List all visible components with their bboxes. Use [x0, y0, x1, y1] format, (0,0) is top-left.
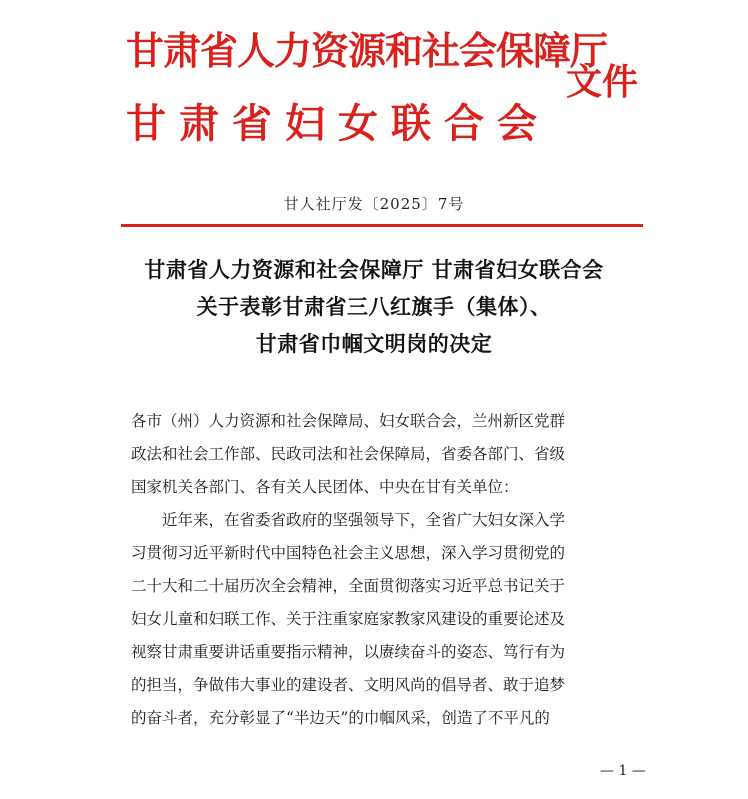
- paragraph-line-1: 近年来，在省委省政府的坚强领导下，全省广大妇女深入学: [131, 511, 566, 529]
- paragraph-line-2: 习贯彻习近平新时代中国特色社会主义思想，深入学习贯彻党的: [131, 544, 566, 562]
- paragraph-line-6: 的担当，争做伟大事业的建设者、文明风尚的倡导者、敢于追梦: [131, 676, 566, 694]
- issuing-org-2: 甘肃省妇女联合会: [126, 100, 550, 147]
- red-divider-line: [121, 224, 643, 227]
- title-line-2: 关于表彰甘肃省三八红旗手（集体）、: [196, 295, 552, 319]
- document-title: [0, 252, 748, 363]
- document-type-label: 文件: [566, 61, 639, 103]
- paragraph-line-5: 视察甘肃重要讲话重要指示精神，以赓续奋斗的姿态、笃行有为: [131, 643, 566, 661]
- addressee-line-1: 各市（州）人力资源和社会保障局、妇女联合会，兰州新区党群: [131, 412, 566, 430]
- document-number: 甘人社厅发〔2025〕7号: [283, 195, 465, 213]
- title-line-3: 甘肃省巾帼文明岗的决定: [255, 332, 493, 356]
- page-number: — 1 —: [600, 763, 646, 779]
- issuing-org-1: 甘肃省人力资源和社会保障厅: [126, 28, 608, 73]
- paragraph-line-4: 妇女儿童和妇联工作、关于注重家庭家教家风建设的重要论述及: [131, 610, 566, 628]
- addressee-line-3: 国家机关各部门、各有关人民团体、中央在甘有关单位：: [131, 478, 519, 496]
- paragraph-line-3: 二十大和二十届历次全会精神，全面贯彻落实习近平总书记关于: [131, 577, 566, 595]
- document-body: [131, 405, 671, 735]
- title-line-1: 甘肃省人力资源和社会保障厅 甘肃省妇女联合会: [144, 258, 604, 282]
- paragraph-line-7: 的奋斗者，充分彰显了“半边天”的巾帼风采，创造了不平凡的: [131, 709, 550, 727]
- addressee-line-2: 政法和社会工作部、民政司法和社会保障局，省委各部门、省级: [131, 445, 566, 463]
